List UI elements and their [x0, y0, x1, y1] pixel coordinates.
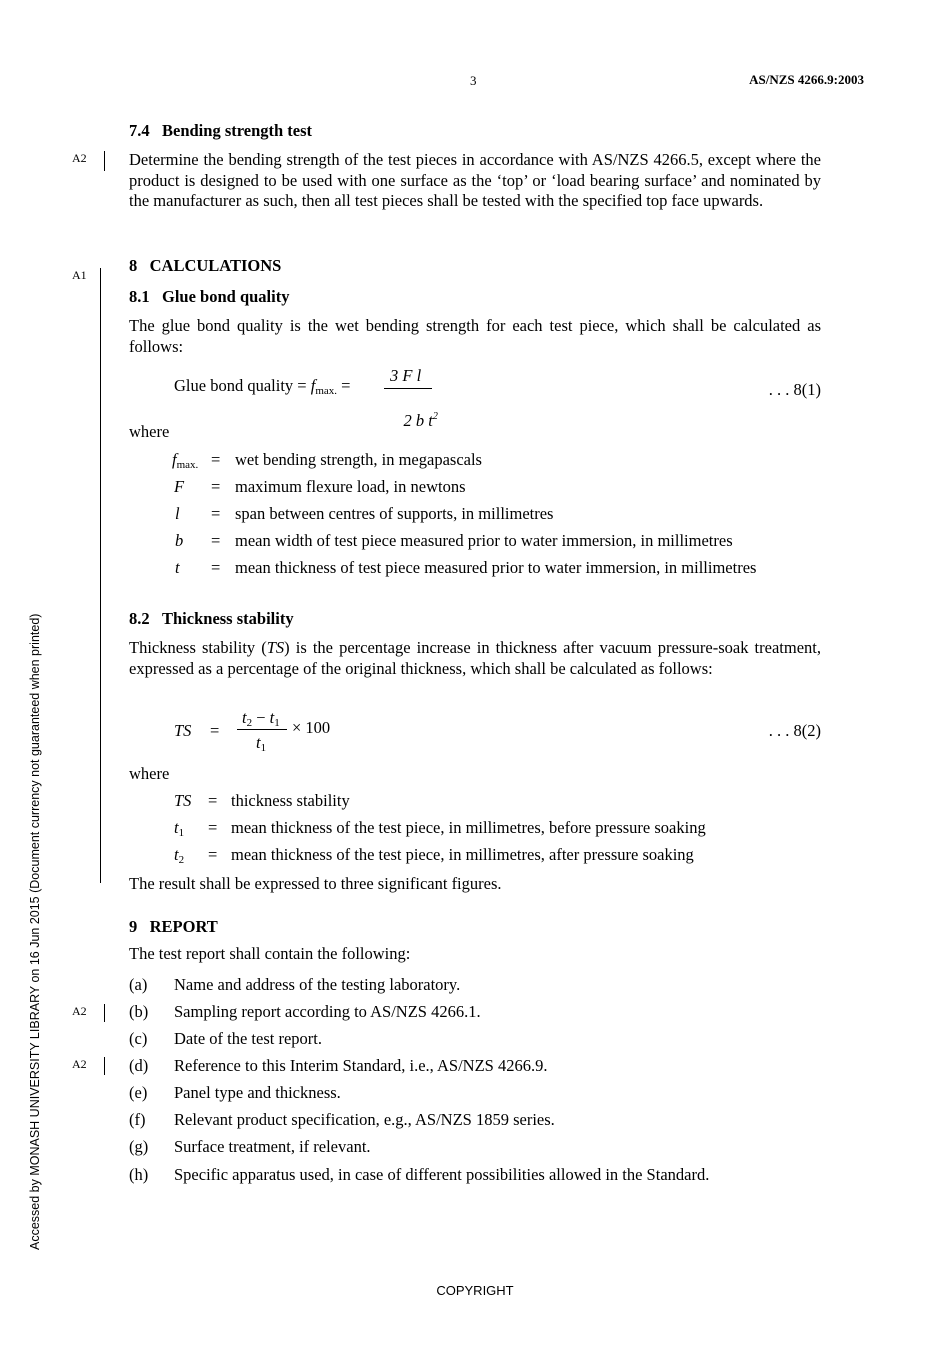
- def-F-symbol: F: [174, 477, 185, 496]
- def-b-text: mean width of test piece measured prior to water immersion, in millimetres: [235, 531, 733, 550]
- report-item-d-text: Reference to this Interim Standard, i.e., AS/NZS 4266.9.: [174, 1056, 548, 1075]
- eq1-where: where: [129, 422, 170, 441]
- report-item-h-label: (h): [129, 1165, 149, 1184]
- def-F-equals: =: [211, 477, 221, 496]
- section-8-2-ts: TS: [266, 638, 285, 657]
- margin-marker-a2-3: A2: [72, 1057, 87, 1071]
- section-8-1-title: Glue bond quality: [162, 287, 290, 306]
- def-b-equals: =: [211, 531, 221, 550]
- copyright-footer: COPYRIGHT: [436, 1283, 514, 1298]
- def-ts-equals: =: [208, 791, 218, 810]
- eq1-number: . . . 8(1): [768, 380, 821, 399]
- def-ts-symbol: TS: [174, 791, 192, 810]
- section-7-4-number: 7.4: [129, 121, 150, 140]
- report-item-e-label: (e): [129, 1083, 148, 1102]
- section-8-2-body: Thickness stability (TS) is the percentage increase in thickness after vacuum pressure-soak treatment, expressed as a percentage of the original thickness, which shall be calculated as follows:: [129, 638, 821, 678]
- def-t-equals: =: [211, 558, 221, 577]
- def-t2-equals: =: [208, 845, 218, 864]
- eq1-denominator-base: 2 b t: [403, 411, 433, 430]
- margin-bar-1: [104, 151, 105, 171]
- eq2-times: × 100: [292, 718, 331, 737]
- section-7-4-body: Determine the bending strength of the test pieces in accordance with AS/NZS 4266.5, except where the product is designed to be used with one surface as the ‘top’ or ‘load bearing surface’ and nominated by the manufacturer as such, then all test pieces shall be tested with the specified top face upwards.: [129, 150, 821, 210]
- page-number: 3: [470, 73, 477, 88]
- section-8-1-heading: [129, 287, 289, 307]
- def-t2-text: mean thickness of the test piece, in millimetres, after pressure soaking: [231, 845, 694, 864]
- section-8-heading: [129, 256, 281, 276]
- section-8-2-heading: [129, 609, 294, 629]
- eq2-numerator: t2 − t1: [242, 708, 280, 729]
- section-9-number: 9: [129, 917, 138, 936]
- eq1-denominator: [387, 391, 438, 451]
- equation-8-2: [174, 708, 474, 756]
- report-item-a-label: (a): [129, 975, 148, 994]
- section-7-4-heading: [129, 121, 312, 141]
- section-8-1-number: 8.1: [129, 287, 150, 306]
- def-t1-symbol: t1: [174, 818, 185, 839]
- margin-marker-a2-1: A2: [72, 151, 87, 165]
- report-item-d-label: (d): [129, 1056, 149, 1075]
- def-fmax-symbol: fmax.: [172, 450, 199, 471]
- margin-bar-2: [100, 268, 101, 883]
- def-b-symbol: b: [175, 531, 184, 550]
- margin-marker-a1: A1: [72, 268, 87, 282]
- section-9-intro: The test report shall contain the following:: [129, 944, 411, 963]
- section-8-2-number: 8.2: [129, 609, 150, 628]
- margin-bar-3: [104, 1004, 105, 1022]
- access-side-note: Accessed by MONASH UNIVERSITY LIBRARY on 16 Jun 2015 (Document currency not guaranteed when printed): [28, 613, 42, 1250]
- def-t1-equals: =: [208, 818, 218, 837]
- def-t-symbol: t: [175, 558, 180, 577]
- def-F-text: maximum flexure load, in newtons: [235, 477, 466, 496]
- eq1-fraction-line: [384, 388, 432, 389]
- report-item-c-label: (c): [129, 1029, 148, 1048]
- section-9-title: REPORT: [149, 917, 218, 936]
- eq1-numerator: 3 F l: [390, 366, 422, 385]
- def-l-text: span between centres of supports, in millimetres: [235, 504, 554, 523]
- section-8-2-result: The result shall be expressed to three significant figures.: [129, 874, 502, 893]
- report-item-g-label: (g): [129, 1137, 149, 1156]
- def-t1-text: mean thickness of the test piece, in millimetres, before pressure soaking: [231, 818, 706, 837]
- def-t-text: mean thickness of test piece measured prior to water immersion, in millimetres: [235, 558, 757, 577]
- report-item-h-text: Specific apparatus used, in case of different possibilities allowed in the Standard.: [174, 1165, 710, 1184]
- report-item-a-text: Name and address of the testing laboratory.: [174, 975, 461, 994]
- standard-reference: AS/NZS 4266.9:2003: [749, 72, 864, 87]
- eq1-equals: =: [337, 376, 351, 395]
- report-item-b-label: (b): [129, 1002, 149, 1021]
- eq2-where: where: [129, 764, 170, 783]
- margin-bar-4: [104, 1057, 105, 1075]
- report-item-f-text: Relevant product specification, e.g., AS/NZS 1859 series.: [174, 1110, 555, 1129]
- report-item-e-text: Panel type and thickness.: [174, 1083, 341, 1102]
- eq2-equals: =: [210, 721, 220, 740]
- report-item-b-text: Sampling report according to AS/NZS 4266.1.: [174, 1002, 481, 1021]
- eq1-lhs: Glue bond quality =: [174, 376, 311, 395]
- section-7-4-title: Bending strength test: [162, 121, 313, 140]
- eq2-number: . . . 8(2): [768, 721, 821, 740]
- report-item-g-text: Surface treatment, if relevant.: [174, 1137, 371, 1156]
- def-fmax-equals: =: [211, 450, 221, 469]
- def-t2-symbol: t2: [174, 845, 185, 866]
- equation-8-1: [174, 366, 824, 430]
- margin-marker-a2-2: A2: [72, 1004, 87, 1018]
- section-8-2-title: Thickness stability: [162, 609, 294, 628]
- eq2-denominator: t1: [256, 733, 267, 754]
- eq1-denominator-sup: 2: [432, 411, 438, 422]
- eq2-fraction-line: [237, 729, 287, 730]
- def-ts-text: thickness stability: [231, 791, 350, 810]
- def-l-symbol: l: [175, 504, 180, 523]
- section-8-1-body: The glue bond quality is the wet bending strength for each test piece, which shall be calculated as follows:: [129, 316, 821, 356]
- section-8-title: CALCULATIONS: [149, 256, 282, 275]
- eq2-lhs: TS: [174, 721, 192, 740]
- report-item-c-text: Date of the test report.: [174, 1029, 322, 1048]
- section-9-heading: [129, 917, 218, 937]
- report-item-f-label: (f): [129, 1110, 146, 1129]
- eq1-f-subscript: max.: [315, 385, 338, 397]
- def-l-equals: =: [211, 504, 221, 523]
- eq1-f-symbol: f: [310, 376, 316, 395]
- section-8-number: 8: [129, 256, 138, 275]
- def-fmax-text: wet bending strength, in megapascals: [235, 450, 482, 469]
